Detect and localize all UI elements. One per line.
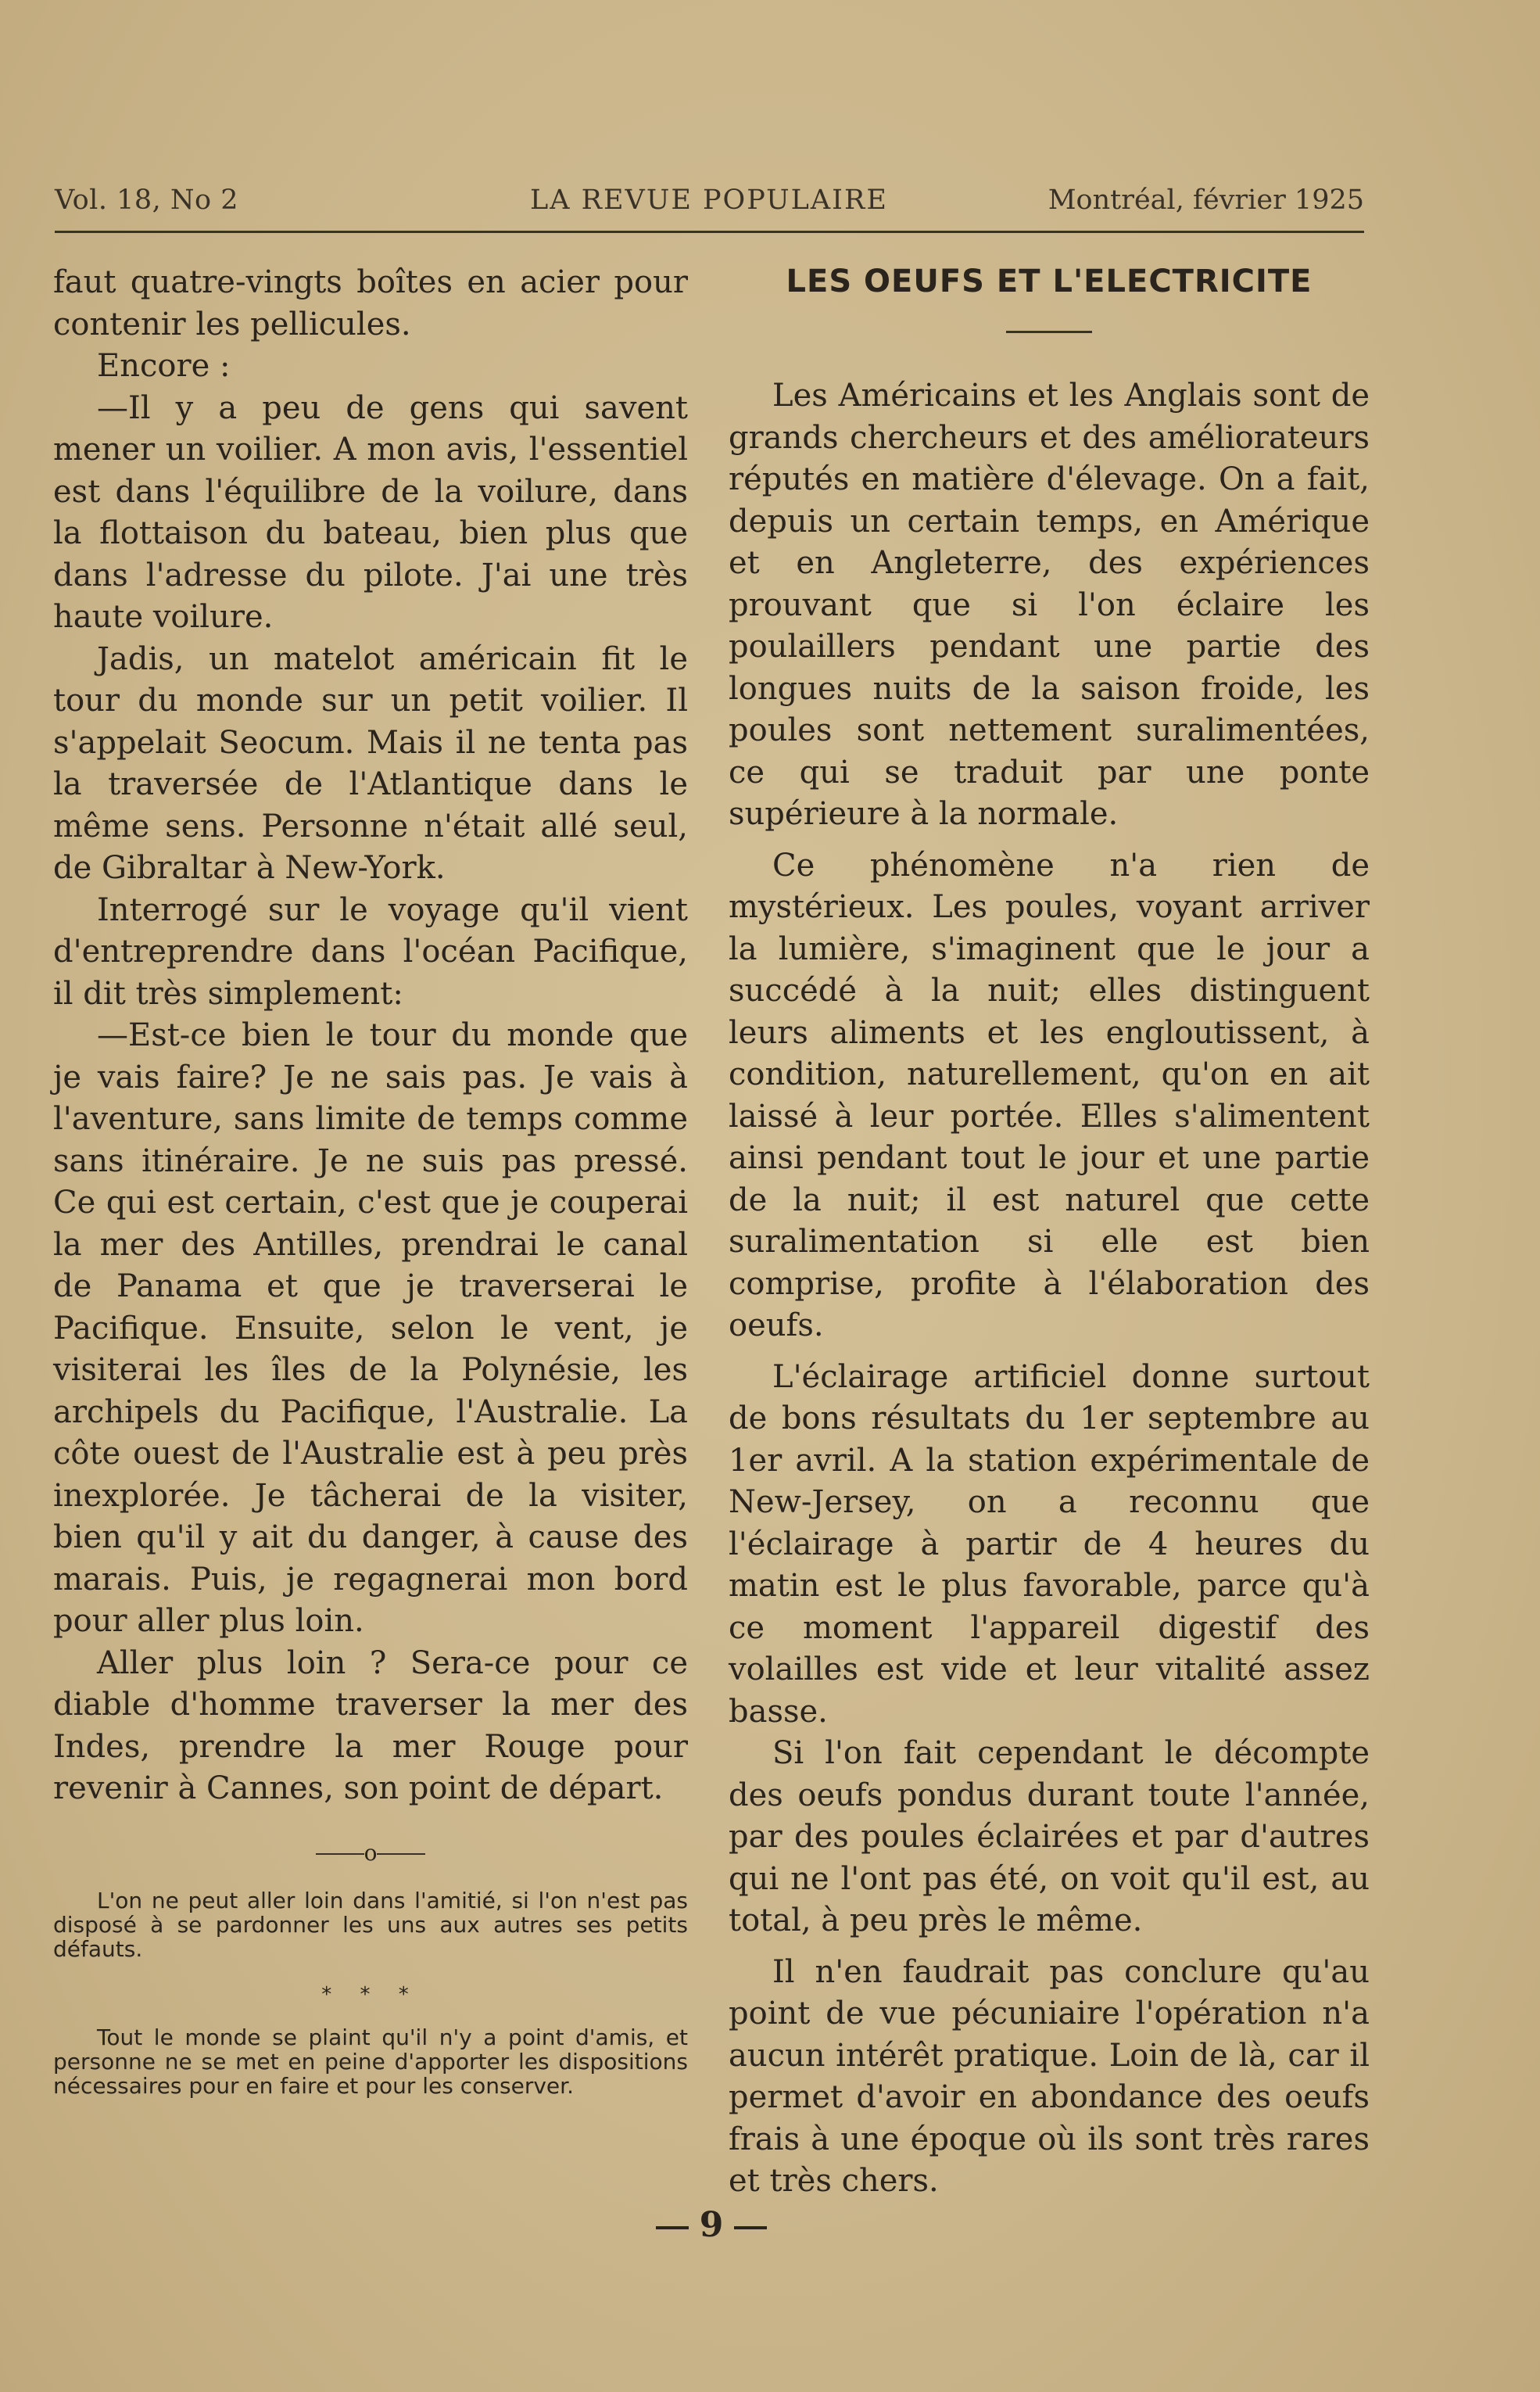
paragraph: Encore : — [97, 348, 231, 384]
title-rule — [1006, 331, 1092, 333]
paragraph: Aller plus loin ? Sera-ce pour ce diable d'homme traverser la mer des Indes, prendre la mer Rouge pour revenir à Cannes, son point de départ. — [53, 1644, 688, 1806]
separator-mark: o — [364, 1839, 378, 1866]
paragraph: —Est-ce bien le tour du monde que je vais faire? Je ne sais pas. Je vais à l'aventure, sans limite de temps comme sans itinéraire. Je ne suis pas pressé. Ce qui est certain, c'est que je couperai la mer des Antilles, prendrai le canal de Panama et que je traverserai le Pacifique. Ensuite, selon le vent, je visiterai les îles de la Polynésie, les archipels du Pacifique, l'Australie. La côte ouest de l'Australie est à peu près inexplorée. Je tâcherai de la visiter, bien qu'il y ait du danger, à cause des marais. Puis, je regagnerai mon bord pour aller plus loin. — [53, 1017, 688, 1639]
paragraph: Jadis, un matelot américain fit le tour du monde sur un petit voilier. Il s'appelait Seocum. Mais il ne tenta pas la traversée de l'Atlantique dans le même sens. Personne n'était allé seul, de Gibraltar à New-York. — [53, 640, 688, 886]
folio-dash — [734, 2226, 767, 2229]
paragraph: Les Américains et les Anglais sont de grands chercheurs et des améliorateurs réputés en matière d'élevage. On a fait, depuis un certain temps, en Amérique et en Angleterre, des expériences prouvant que si l'on éclaire les poulaillers pendant une partie des longues nuits de la saison froide, les poules sont nettement suralimentées, ce qui se traduit par une ponte supérieure à la normale. — [729, 378, 1370, 832]
publication-title: LA REVUE POPULAIRE — [530, 185, 888, 216]
paragraph: L'éclairage artificiel donne surtout de bons résultats du 1er septembre au 1er avril. A la station expérimentale de New-Jersey, on a reconnu que l'éclairage à partir de 4 heures du matin est le plus favorable, parce qu'à ce moment l'appareil digestif des volailles est vide et leur vitalité assez basse. — [729, 1358, 1370, 1730]
issue-date: Montréal, février 1925 — [1048, 185, 1364, 216]
paragraph: Ce phénomène n'a rien de mystérieux. Les poules, voyant arriver la lumière, s'imaginent que le jour a succédé à la nuit; elles distinguent leurs aliments et les engloutissent, à condition, naturellement, qu'on en ait laissé à leur portée. Elles s'alimentent ainsi pendant tout le jour et une partie de la nuit; il est naturel que cette suralimentation si elle est bien comprise, profite à l'élaboration des oeufs. — [729, 847, 1370, 1343]
right-column — [729, 262, 1370, 2203]
paragraph: faut quatre-vingts boîtes en acier pour contenir les pellicules. — [53, 264, 688, 342]
article-title: LES OEUFS ET L'ELECTRICITE — [786, 264, 1313, 299]
page-number-text: 9 — [699, 2205, 724, 2245]
folio-dash — [656, 2226, 689, 2229]
left-column — [53, 262, 688, 2098]
paragraph: —Il y a peu de gens qui savent mener un voilier. A mon avis, l'essentiel est dans l'équilibre de la voilure, dans la flottaison du bateau, bien plus que dans l'adresse du pilote. J'ai une très haute voilure. — [53, 389, 688, 635]
asterism: * * * — [321, 1982, 420, 2006]
separator-line — [316, 1853, 364, 1855]
paragraph: Si l'on fait cependant le décompte des oeufs pondus durant toute l'année, par des poules éclairées et par d'autres qui ne l'ont pas été, on voit qu'il est, au total, à peu près le même. — [729, 1735, 1370, 1938]
header-rule — [55, 231, 1364, 233]
paragraph: Interrogé sur le voyage qu'il vient d'entreprendre dans l'océan Pacifique, il dit très simplement: — [53, 891, 688, 1012]
separator-line — [377, 1853, 425, 1855]
quote-friendship: L'on ne peut aller loin dans l'amitié, si l'on n'est pas disposé à se pardonner les uns aux autres ses petits défauts. — [53, 1887, 688, 1962]
volume-number: Vol. 18, No 2 — [55, 185, 238, 216]
paragraph: Il n'en faudrait pas conclure qu'au point de vue pécuniaire l'opération n'a aucun intérêt pratique. Loin de là, car il permet d'avoir en abondance des oeufs frais à une époque où ils sont très rares et très chers. — [729, 1953, 1370, 2199]
quote-friends: Tout le monde se plaint qu'il n'y a point d'amis, et personne ne se met en peine d'apporter les dispositions nécessaires pour en faire et pour les conserver. — [53, 2024, 688, 2099]
section-separator — [53, 1839, 688, 1866]
running-header — [55, 178, 1364, 225]
page-number — [641, 2205, 782, 2245]
